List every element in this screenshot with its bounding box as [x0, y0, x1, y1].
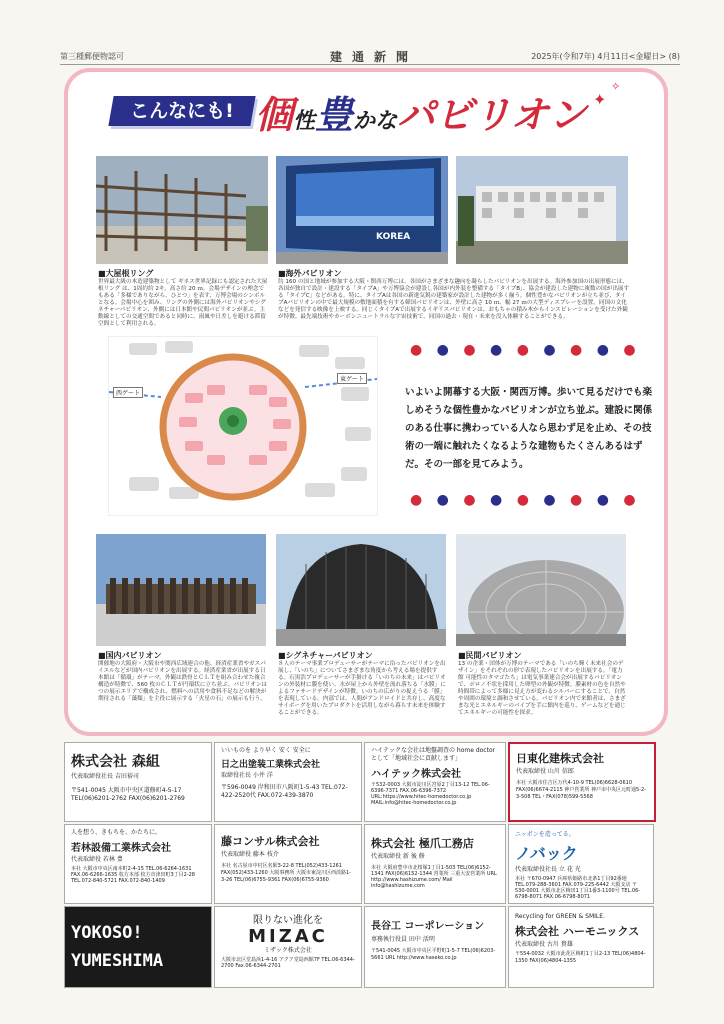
ad-hitec [364, 742, 506, 822]
private-text: 13 の企業・団体が万博のテーマである「いのち輝く未来社会のデザイン」をそれぞれの形で表現したパビリオンを出展する。「電力館 可能性のタマゴたち」は電気事業連合会が出展するパビリオンで、ポロノ不状を採用した卵型の外観が特徴。膜素材の色を自然や時間帯によって多様に見え方が変わるシルバーにすることで、自然や周囲の環境と調和させている。パビリオン内で来館者は、さまざまな光とエネルギーのパイプを手に館内を巡り、ゲームなどを通じてエネルギーの可能性を探求。 [458, 661, 626, 716]
korea-pavilion-image [276, 156, 448, 264]
ad-info: 大阪市北区堂島浜1-4-16 アクア堂島西館7F TEL.06-6344-2700 Fax.06-6344-2701 [221, 957, 355, 969]
ad-info: 本社 大阪市中央区南本町2-4-15 TEL.06-6264-1631 FAX.06-6266-1635 枚方本部 枚方市津田町3丁目2-28 TEL.072-840-5721 FAX.072-840-1409 [71, 866, 195, 884]
headline [95, 80, 655, 142]
ad-fuji-consul [214, 824, 362, 904]
ad-name: 日之出塗装工業株式会社 [221, 760, 321, 770]
ad-name: 株式会社 森組 [71, 754, 160, 770]
masthead [60, 48, 680, 64]
ad-info: 〒532-0003 大阪市淀川区宮原2丁目13-12 TEL.06-6396-7371 FAX.06-6396-7372 URL:https://www.hitec-homedoctor.co.jp MAIL:info@hitec-homedoctor.co.jp [371, 782, 490, 806]
ad-tagline: ニッポンを造ってる。 [515, 831, 575, 838]
ad-name: ノバック [515, 844, 578, 863]
ad-harmonics [508, 906, 654, 988]
photo-signature-pavilion [276, 534, 446, 646]
ad-info: 本社 〒670-0947 兵庫県姫路市北条1丁目92番地 TEL.079-288-3601 FAX.079-225-6442 大阪支店 〒530-0001 大阪市北区梅田1丁目1番3-1100号 TEL.06-6798-8071 FAX.06-6798-8071 [515, 876, 641, 900]
ad-tagline: Recycling for GREEN & SMILE. [515, 913, 605, 920]
ad-info: 本社 名古屋市中村区名駅3-22-8 TEL(052)433-1261 FAX(052)433-1260 大阪事務所 大阪市東淀川区西淡路1-3-26 TEL(06)6755-9361 FAX(06)6755-9360 [221, 863, 351, 883]
headline-ribbon [108, 96, 255, 126]
private-pavilion-image [456, 534, 626, 646]
ring-text: 世界最大級の木造建築物として ギネス世界記録にも認定された大屋根リング は、1周約約 2キ。高さ約 20 ｍ。会場デザインの理念でもある「多様でありながら、ひとつ」を表す、万博会場のシンボルとなる。会場中心を囲み、リングの外側には海外パビリオンやシグネチャーパビリオン、外側には日本館や民間パビリオンが並ぶ。主動線としての交通空間であると同時に、雨風や日差しを避ける滞留空間として利用される。 [98, 279, 268, 327]
headline-kana: かな [353, 109, 398, 134]
ad-rep: 代表取締役 山川 信郎 [516, 768, 574, 775]
ad-novac [508, 824, 654, 904]
ad-hinode-toso [214, 742, 362, 822]
grand-ring-image [96, 156, 268, 264]
masthead-rule [60, 64, 680, 65]
newspaper-title: 建通新聞 [330, 50, 419, 64]
korea-label: KOREA [376, 232, 411, 242]
ad-info: 本社 大阪府豊中市北桜塚1丁目1-503 TEL(06)6152-1341 FAX(06)6152-1344 営業所 三重大安営業所 URL http://www.hashizume.com/ Mail info@hashizume.com [371, 865, 497, 889]
postal-permit: 第三種郵便物認可 [60, 52, 124, 61]
ad-name: 藤コンサル株式会社 [221, 835, 320, 848]
ad-info: 〒554-0032 大阪市此花区梅町1丁目2-13 TEL(06)4804-1350 FAX(06)4804-1355 [515, 951, 646, 964]
ad-info: 本社 大阪市住吉区万代4-10-9 TEL(06)6628-0610 FAX(06)6674-2115 神戸営業所 神戸市中央区元町通5-2-3-508 TEL・FAX(078)599-5568 [516, 780, 646, 800]
photo-grand-ring [96, 156, 268, 264]
ad-subname: ミザック株式会社 [264, 947, 312, 954]
intro-text: いよいよ開幕する大阪・関西万博。歩いて見るだけでも楽しめそうな個性豊かなパビリオンが立ち並ぶ。建設に関係のある仕事に携わっている人なら思わず足を止め、その技術の一端に触れたくなるような建物もたくさんあるはずだ。その一部を見てみよう。 [405, 387, 653, 470]
headline-ko: 個 [255, 93, 294, 137]
uk-pavilion-image [456, 156, 628, 264]
ad-rep: 代表取締役 藤本 枝介 [221, 851, 279, 858]
private-title: ■民間パビリオン [458, 651, 522, 660]
signature-text: ８人のテーマ事業プロデューサーがテーマに沿ったパビリオンを出展し、「いのち」についてさまざまな角度から考える場を提供する。石黒浩プロデューサーが手掛ける「いのちの未来」はパビリオンの外装材に膜を使い、水が屋上から外壁を流れ落ちる「水膜」によるファサードデザインが特徴。いのちの広がりの捉えうる「膜」を表現している。内部では、人間がアンドロイドと共存し、高度なサイボーグを用いたプロダクトを活用しながら暮らす未来を体験することができる。 [278, 661, 446, 716]
ad-info: 〒541-0045 大阪市中央区道修町4-5-17 TEL(06)6201-2762 FAX(06)6201-2769 [71, 787, 185, 802]
ad-yokoso-yumeshima [64, 906, 212, 988]
signature-title: ■シグネチャーパビリオン [278, 651, 373, 660]
overseas-title: ■海外パビリオン [278, 269, 342, 278]
photo-private-pavilion [456, 534, 626, 646]
japan-pavilion-image [96, 534, 266, 646]
section-domestic [98, 650, 268, 703]
ad-name: YOKOSO! YUMESHIMA [71, 923, 164, 971]
west-gate-label: 西ゲート [113, 387, 143, 398]
domestic-title: ■国内パビリオン [98, 651, 162, 660]
ad-tagline: 人を想う、きもちを、かたちに。 [71, 829, 162, 836]
ad-tagline: いいものを より早く 安く 安全に [221, 747, 311, 754]
overseas-text: 約 160 の国と地域が参加する大阪・関西万博には、各国がさまざまな趣向を凝らしたパビリオンを出展する。海外参加国の出展形態には、各国が独自で設計・建設する「タイプA」や万博協会が建設し各国が内外装を整備する「タイプB」、協会が建設した建物に複数の国が出展する「タイプC」などがある。特に、タイプAは各国の新進気鋭の建築家が設計した建物が多く揃う。個性豊かなパビリオンが立ち並び、タイプAパビリオンの中で最大規模の敷地面積を有する韓国パビリオンは、外壁に高さ 10 ｍ、幅 27 ｍの大型ディスプレーを設置。同国の文化などを発信する映像を上映する。同じくタイプAで出展するイギリスパビリオンは、おもちゃの積み木からインスピレーションを受けた外観が特徴。最先端技術やカーボンニュートラルな宇宙技術で、同国の過去・現在・未来を没入体験することができる。 [278, 279, 630, 320]
photo-korea-pavilion [276, 156, 448, 264]
section-private [458, 650, 628, 717]
ad-nitto-kaken [508, 742, 656, 822]
site-map-image [109, 337, 377, 515]
page-number: (8) [668, 52, 680, 61]
headline-yutaka: 豊 [315, 93, 354, 137]
issue-date-page [531, 51, 680, 62]
photo-uk-pavilion [456, 156, 628, 264]
headline-sei: 性 [293, 109, 316, 134]
ad-tagline: ハイテックな会社は地盤調査の home doctorとして「地域社会に貢献します」 [371, 747, 496, 762]
section-overseas [278, 268, 630, 321]
ad-name: 日東化建株式会社 [516, 752, 604, 765]
ad-name: 若林設備工業株式会社 [71, 843, 171, 854]
headline-pavilion: パビリオン [397, 93, 587, 137]
section-signature [278, 650, 448, 717]
expo-site-map [108, 336, 378, 516]
ad-rep: 代表取締役 古川 貴雄 [515, 941, 573, 948]
ad-name: 株式会社 ハーモニックス [515, 925, 640, 938]
domestic-text: 開催地の大阪府・大阪市や関西広域連合の他、経済産業省やガスパイエルなどが国内パビリオンを出展する。経済産業省が出展する日本館は「循環」がテーマ。外観は鉄骨とＣＬＴを組み合わせた複合構造が特徴で、560 枚のＣＬＴが円環状に立ち並ぶ。パビリオンはつの展示エリアで構成され、燃料への活用や食料不足などの解決が期待される「藻類」を主役に展示する「火星の石」の展示も行う。 [98, 661, 268, 702]
dots-top: ● ● ● ● ● ● ● ● ● [410, 342, 641, 358]
headline-title [255, 84, 587, 139]
dots-bottom: ● ● ● ● ● ● ● ● ● [410, 492, 641, 508]
ad-name: 長谷工 コーポレーション [371, 921, 485, 932]
ad-haseko [364, 906, 506, 988]
ring-title: ■大屋根リング [98, 269, 154, 278]
ad-rep: 代表取締役 若林 豊 [71, 856, 123, 863]
east-gate-label: 東ゲート [337, 373, 367, 384]
ad-name: MIZAC [248, 926, 328, 947]
ad-name: 株式会社 極爪工務店 [371, 837, 474, 850]
ad-rep: 代表取締役 新 後 修 [371, 853, 425, 860]
sparkle-icon: ✧ [611, 80, 621, 93]
sparkle-icon: ✦ [593, 90, 607, 109]
ad-name: ハイテック株式会社 [371, 769, 461, 780]
section-ring [98, 268, 268, 328]
ad-mori-gumi [64, 742, 212, 822]
ad-hashizume [364, 824, 506, 904]
ad-rep: 代表取締役社長 立 花 光 [515, 866, 581, 873]
photo-japan-pavilion [96, 534, 266, 646]
ad-mizac [214, 906, 362, 988]
ad-rep: 取締役社長 小井 洋 [221, 772, 273, 779]
ad-wakabayashi [64, 824, 212, 904]
ad-info: 〒541-0045 大阪市中央区平野町1-5-7 TEL(06)6203-5661 URL http://www.haseko.co.jp [371, 948, 496, 961]
issue-date: 2025年(令和7年) 4月11日<金曜日> [531, 52, 667, 61]
ad-info: 〒596-0049 岸和田市八阪町1-5-43 TEL.072-422-2520代 FAX.072-439-3870 [221, 784, 348, 799]
signature-pavilion-image [276, 534, 446, 646]
ad-tagline: 限りない進化を [253, 915, 323, 926]
ad-rep: 専務執行役員 田中 活明 [371, 936, 435, 943]
ad-rep: 代表取締役社長 吉田裕司 [71, 773, 139, 780]
ribbon-text: こんなにも! [130, 100, 234, 122]
